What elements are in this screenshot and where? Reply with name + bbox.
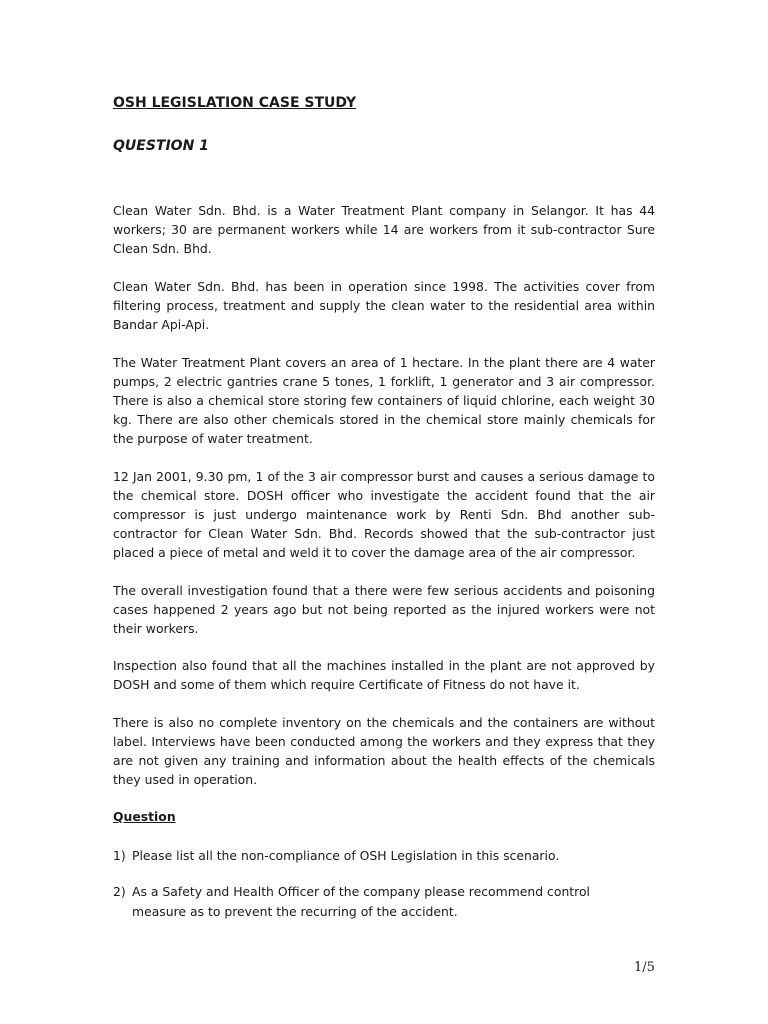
question-text: As a Safety and Health Officer of the company please recommend control measure as to prevent the recurring of the accident.	[132, 884, 590, 919]
page-number: 1/5	[634, 960, 655, 975]
question-item	[113, 882, 593, 922]
question-text: Please list all the non-compliance of OSH Legislation in this scenario.	[132, 848, 560, 863]
paragraph-inspection: Inspection also found that all the machines installed in the plant are not approved by DOSH and some of them which require Certificate of Fitness do not have it.	[113, 658, 655, 692]
paragraph-plant-equipment: The Water Treatment Plant covers an area of 1 hectare. In the plant there are 4 water pumps, 2 electric gantries crane 5 tones, 1 forklift, 1 generator and 3 air compressor. There is also a chemical store storing few containers of liquid chlorine, each weight 30 kg. There are also other chemicals stored in the chemical store mainly chemicals for the purpose of water treatment.	[113, 355, 655, 446]
paragraph-company-intro: Clean Water Sdn. Bhd. is a Water Treatment Plant company in Selangor. It has 44 workers; 30 are permanent workers while 14 are workers from it sub-contractor Sure Clean Sdn. Bhd.	[113, 203, 655, 256]
paragraph-operation: Clean Water Sdn. Bhd. has been in operation since 1998. The activities cover from filtering process, treatment and supply the clean water to the residential area within Bandar Api-Api.	[113, 279, 655, 332]
question-item	[113, 846, 655, 866]
question-number: 2)	[113, 884, 126, 899]
paragraph-accident: 12 Jan 2001, 9.30 pm, 1 of the 3 air compressor burst and causes a serious damage to the chemical store. DOSH officer who investigate the accident found that the air compressor is just undergo maintenance work by Renti Sdn. Bhd another sub-contractor for Clean Water Sdn. Bhd. Records showed that the sub-contractor just placed a piece of metal and weld it to cover the damage area of the air compressor.	[113, 469, 655, 560]
question-heading: QUESTION 1	[113, 138, 209, 154]
paragraph-investigation: The overall investigation found that a there were few serious accidents and poisoning cases happened 2 years ago but not being reported as the injured workers were not their workers.	[113, 583, 655, 636]
question-number: 1)	[113, 848, 126, 863]
question-label: Question	[113, 809, 176, 824]
document-title: OSH LEGISLATION CASE STUDY	[113, 95, 357, 111]
paragraph-inventory: There is also no complete inventory on the chemicals and the containers are without label. Interviews have been conducted among the workers and they express that they are not given any training and information about the health effects of the chemicals they used in operation.	[113, 715, 655, 787]
